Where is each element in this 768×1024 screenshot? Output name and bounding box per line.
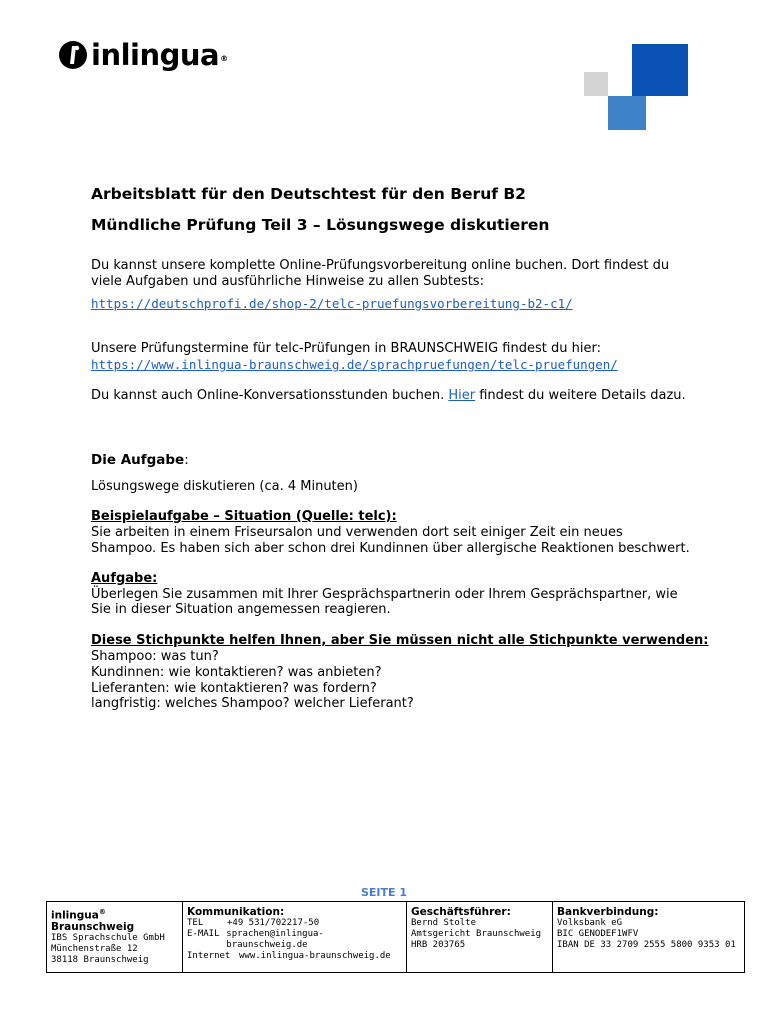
page-number: SEITE 1 xyxy=(360,886,408,899)
footer-management: Geschäftsführer: Bernd Stolte Amtsgericht Braunschweig HRB 203765 xyxy=(407,902,553,973)
termine-text: Unsere Prüfungstermine für telc-Prüfungen in BRAUNSCHWEIG findest du hier: xyxy=(91,341,601,356)
shop-link[interactable]: https://deutschprofi.de/shop-2/telc-pruefungsvorbereitung-b2-c1/ xyxy=(91,296,573,311)
stichpunkte-heading: Diese Stichpunkte helfen Ihnen, aber Sie müssen nicht alle Stichpunkte verwenden: xyxy=(91,633,709,648)
stichpunkt-item: langfristig: welches Shampoo? welcher Lieferant? xyxy=(91,696,414,711)
stichpunkt-item: Kundinnen: wie kontaktieren? was anbieten? xyxy=(91,665,382,680)
beispiel-text-2: Shampoo. Es haben sich aber schon drei Kundinnen über allergische Reaktionen beschwert. xyxy=(91,541,690,556)
konversation-text: Du kannst auch Online-Konversationsstunden buchen. Hier findest du weitere Details dazu. xyxy=(91,388,686,403)
intro-text-2: viele Aufgaben und ausführliche Hinweise zu allen Subtests: xyxy=(91,274,484,289)
decor-square-lightblue xyxy=(608,96,646,130)
inlingua-logo-icon xyxy=(58,40,88,70)
stichpunkt-item: Lieferanten: wie kontaktieren? was fordern? xyxy=(91,681,377,696)
hier-link[interactable]: Hier xyxy=(448,388,476,403)
worksheet-title: Arbeitsblatt für den Deutschtest für den Beruf B2 xyxy=(91,185,526,203)
intro-text-1: Du kannst unsere komplette Online-Prüfungsvorbereitung online buchen. Dort findest du xyxy=(91,258,670,273)
termine-link[interactable]: https://www.inlingua-braunschweig.de/sprachpruefungen/telc-pruefungen/ xyxy=(91,357,618,372)
aufgabe-heading: Die Aufgabe: xyxy=(91,452,189,468)
footer-company: inlingua® Braunschweig IBS Sprachschule GmbH Münchenstraße 12 38118 Braunschweig xyxy=(47,902,183,973)
aufgabe2-text-1: Überlegen Sie zusammen mit Ihrer Gesprächspartnerin oder Ihrem Gesprächspartner, wie xyxy=(91,587,678,602)
aufgabe2-heading: Aufgabe: xyxy=(91,571,158,586)
aufgabe-text: Lösungswege diskutieren (ca. 4 Minuten) xyxy=(91,479,358,494)
beispiel-heading: Beispielaufgabe – Situation (Quelle: telc): xyxy=(91,509,397,524)
decor-square-grey xyxy=(584,72,608,96)
footer-table xyxy=(46,901,745,973)
logo-wordmark: inlingua® xyxy=(91,38,228,72)
beispiel-text-1: Sie arbeiten in einem Friseursalon und verwenden dort seit einiger Zeit ein neues xyxy=(91,525,623,540)
stichpunkt-item: Shampoo: was tun? xyxy=(91,649,219,664)
decor-square-blue xyxy=(632,44,688,96)
inlingua-logo xyxy=(58,40,228,70)
aufgabe2-text-2: Sie in dieser Situation angemessen reagieren. xyxy=(91,602,391,617)
footer-bank: Bankverbindung: Volksbank eG BIC GENODEF1WFV IBAN DE 33 2709 2555 5800 9353 01 xyxy=(553,902,745,973)
worksheet-subtitle: Mündliche Prüfung Teil 3 – Lösungswege diskutieren xyxy=(91,216,550,234)
footer-communication: Kommunikation: TEL +49 531/702217-50 E-MAIL sprachen@inlingua-braunschweig.de Internet www.inlingua-braunschweig.de xyxy=(183,902,407,973)
